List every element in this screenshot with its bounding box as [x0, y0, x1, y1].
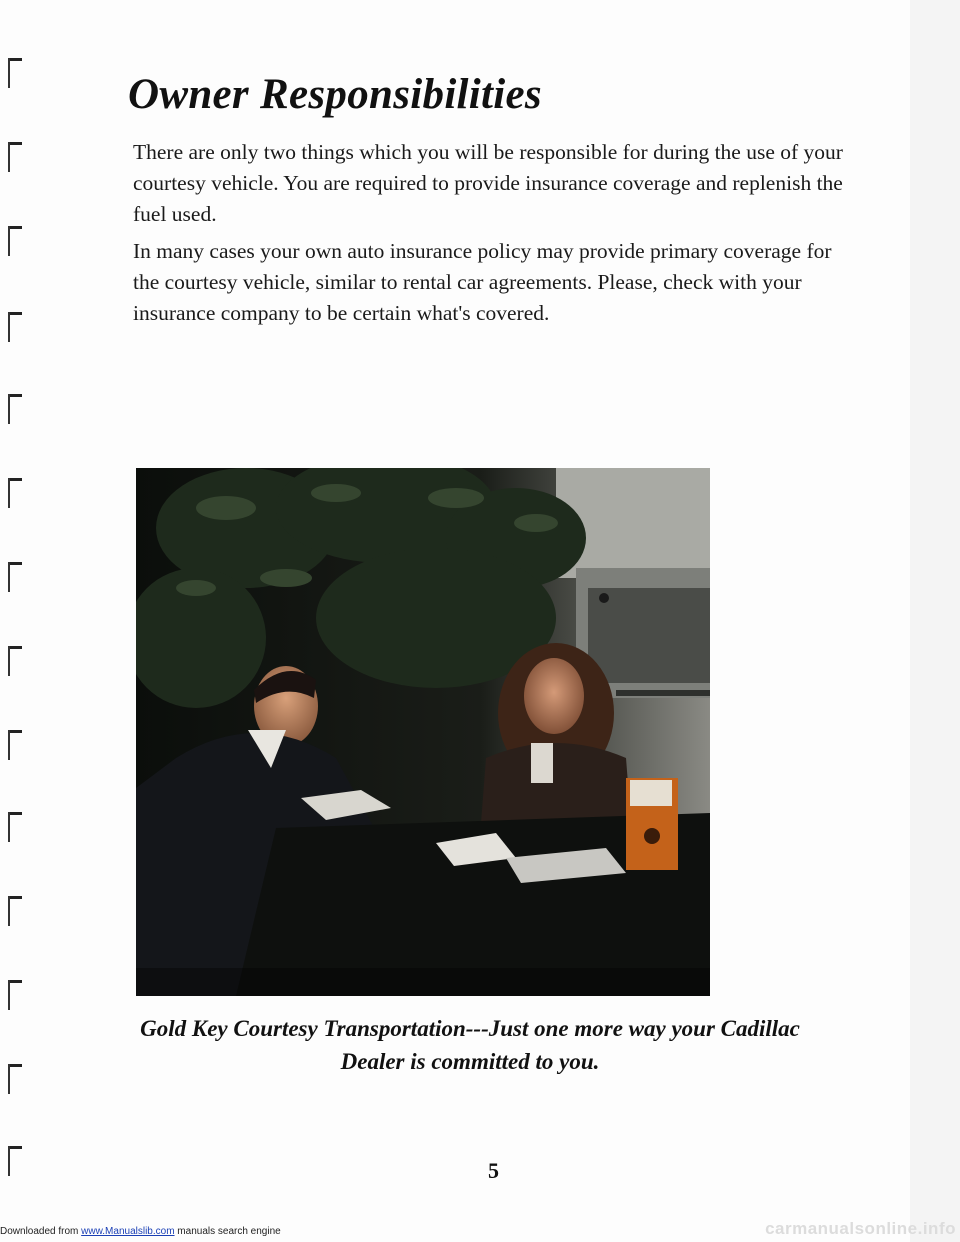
intro-paragraph: There are only two things which you will be responsible for during the use of your courtesy vehicle. You are required to provide insurance coverage and replenish the fuel used.: [133, 140, 843, 226]
binder-tab-mark: [0, 142, 24, 202]
watermark: carmanualsonline.info: [765, 1219, 956, 1238]
download-footer: [0, 1226, 281, 1237]
dealer-meeting-photo: [136, 468, 710, 996]
page-title: Owner Responsibilities: [128, 71, 542, 118]
binder-tab-mark: [0, 478, 24, 538]
binder-tab-mark: [0, 1064, 24, 1124]
insurance-paragraph: In many cases your own auto insurance policy may provide primary coverage for the courtesy vehicle, similar to rental car agreements. Please, check with your insurance company to be certain what's covered.: [133, 239, 832, 325]
binder-tab-mark: [0, 226, 24, 286]
binder-tab-mark: [0, 980, 24, 1040]
caption-line-2: Dealer is committed to you.: [340, 1049, 600, 1074]
page-edge-margin: [910, 0, 960, 1242]
photo-caption: [120, 1012, 820, 1078]
manualslib-link[interactable]: www.Manualslib.com: [81, 1226, 175, 1237]
binder-tab-mark: [0, 58, 24, 118]
binder-tab-mark: [0, 730, 24, 790]
binder-tab-mark: [0, 394, 24, 454]
footer-suffix: manuals search engine: [174, 1226, 281, 1237]
binder-tab-mark: [0, 1146, 24, 1206]
binder-tab-mark: [0, 896, 24, 956]
binder-tab-mark: [0, 812, 24, 872]
binder-tab-mark: [0, 646, 24, 706]
page-number: 5: [488, 1158, 499, 1183]
footer-prefix: Downloaded from: [0, 1226, 82, 1237]
binder-tab-mark: [0, 312, 24, 372]
binder-tab-mark: [0, 562, 24, 622]
caption-line-1: Gold Key Courtesy Transportation---Just one more way your Cadillac: [140, 1016, 800, 1041]
